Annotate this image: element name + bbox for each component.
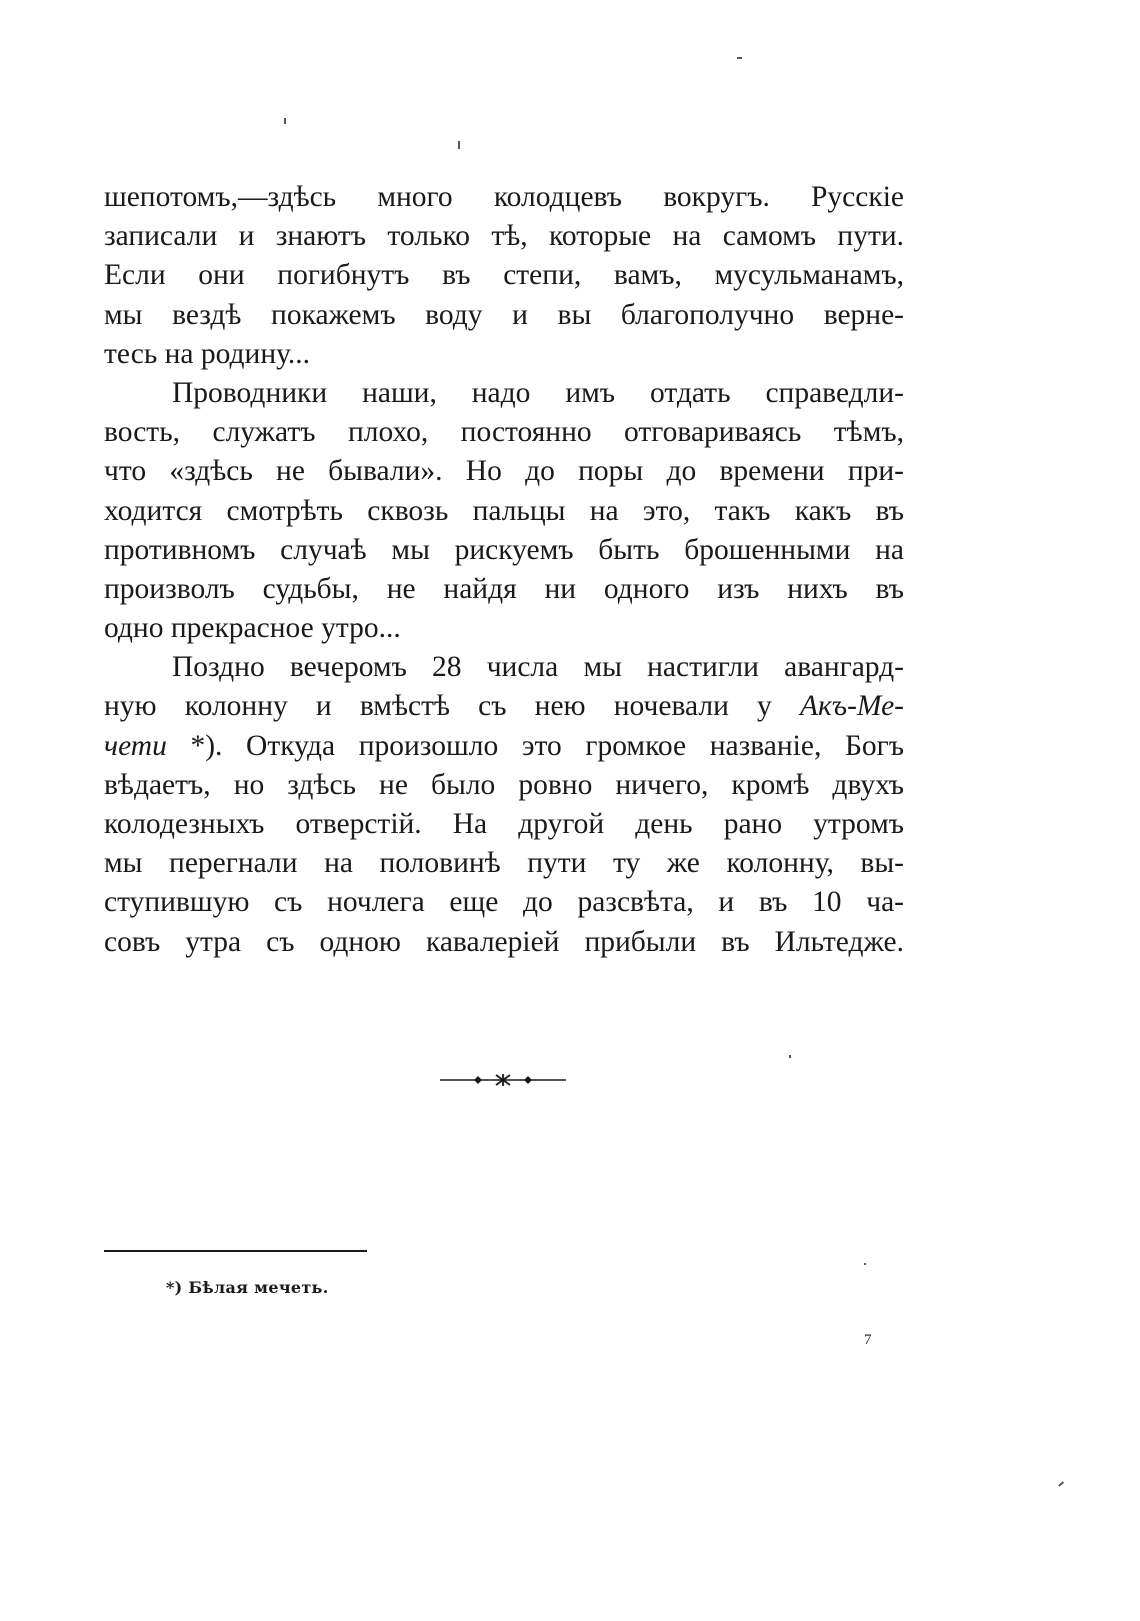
scan-speck (789, 1055, 791, 1058)
text-line: записали и знаютъ только тѣ, которые на самомъ пути. (104, 220, 904, 253)
text-line: произволъ судьбы, не найдя ни одного изъ нихъ въ (104, 572, 904, 605)
text-line: одно прекрасное утро... (104, 612, 401, 645)
body-text (104, 178, 904, 962)
italic-place-name: Акъ-Ме- (799, 690, 904, 723)
scan-speck (1058, 1481, 1064, 1486)
text-line: шепотомъ,—здѣсь много колодцевъ вокругъ. Русскіе (104, 181, 904, 213)
italic-place-name: чети (104, 729, 167, 762)
text-line: ступившую съ ночлега еще до разсвѣта, и въ 10 ча- (104, 886, 904, 919)
footnote: *) Бѣлая мечеть. (166, 1278, 329, 1297)
scan-speck (458, 141, 460, 149)
scan-speck (864, 1263, 866, 1265)
ornament-divider-icon (440, 1073, 566, 1087)
footnote-rule (104, 1250, 367, 1252)
text-segment: *). Откуда произошло это громкое названіе, Богъ (166, 729, 904, 762)
text-line: что «здѣсь не бывали». Но до поры до времени при- (104, 455, 904, 488)
text-line: ходится смотрѣть сквозь пальцы на это, такъ какъ въ (104, 494, 904, 527)
scan-speck (737, 57, 742, 59)
scan-speck (284, 118, 286, 124)
page-number: 7 (864, 1332, 872, 1348)
text-line: мы вездѣ покажемъ воду и вы благополучно верне- (104, 298, 904, 331)
text-segment: ную колонну и вмѣстѣ съ нею ночевали у (104, 690, 800, 723)
text-line: совъ утра съ одною кавалеріей прибыли въ Ильтедже. (104, 925, 904, 958)
text-line: противномъ случаѣ мы рискуемъ быть брошенными на (104, 533, 904, 566)
text-line: мы перегнали на половинѣ пути ту же колонну, вы- (104, 847, 904, 880)
text-line: колодезныхъ отверстій. На другой день рано утромъ (104, 808, 904, 840)
text-line: Поздно вечеромъ 28 числа мы настигли авангард- (172, 651, 904, 684)
text-line: вѣдаетъ, но здѣсь не было ровно ничего, кромѣ двухъ (104, 768, 904, 801)
text-line (104, 687, 904, 726)
text-line: Проводники наши, надо имъ отдать справедли- (172, 376, 904, 409)
text-line: Если они погибнутъ въ степи, вамъ, мусульманамъ, (104, 259, 904, 292)
text-line: тесь на родину... (104, 337, 311, 370)
text-line: вость, служатъ плохо, постоянно отговариваясь тѣмъ, (104, 416, 904, 449)
text-line (104, 727, 904, 766)
